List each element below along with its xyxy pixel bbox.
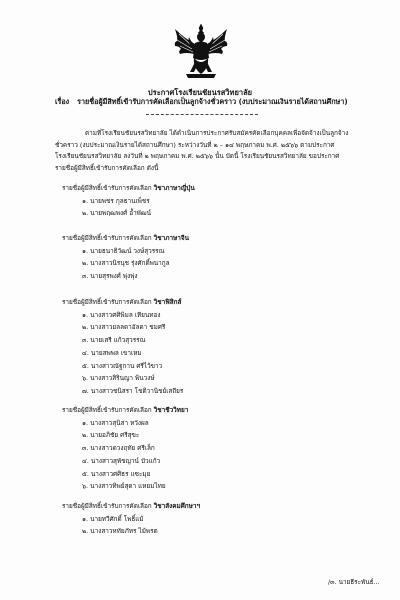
group-heading <box>62 500 200 513</box>
announcement-title: ประกาศโรงเรียนชัยนรสวิทยาลัย <box>147 88 253 97</box>
list-item: ๑. นางสาวสุนิสา หวังผล <box>82 418 149 427</box>
candidate-group-social-studies <box>62 500 200 538</box>
intro-line: รายชื่อผู้มีสิทธิ์เข้ารับการคัดเลือก ดังนี้ <box>55 163 159 172</box>
group-subject: วิชาชีววิทยา <box>153 406 189 414</box>
list-item: ๖. นางสาวสิรินญา พินวงษ์ <box>82 374 155 383</box>
group-heading <box>62 296 183 309</box>
list-item: ๒. นายพฤฒพงศ์ อ้ำพัฒน์ <box>82 209 152 218</box>
candidate-list <box>62 513 200 538</box>
list-item: ๔. นางสาวสุพัชญาน์ บัวแก้ว <box>82 456 161 465</box>
candidate-list <box>62 195 195 220</box>
group-subject: วิชาสังคมศึกษาฯ <box>153 502 201 510</box>
list-item: ๗. นางสาวชนิสรา โชติวานิชย์เสถียร <box>82 386 184 395</box>
list-item: ๒. นางสาวยลลดาอัลดา ชมศรี <box>82 323 166 332</box>
list-item: ๖. นางสาวทิพย์สุดา แหยมไทย <box>82 482 166 491</box>
list-item: ๕. นางสาวศศิธร แซะมุย <box>82 469 151 478</box>
candidate-list <box>62 417 188 493</box>
group-subject: วิชาภาษาจีน <box>153 234 189 242</box>
candidate-group-biology <box>62 404 188 493</box>
candidate-group-japanese <box>62 182 195 220</box>
group-heading-prefix: รายชื่อผู้มีสิทธิ์เข้ารับการคัดเลือก <box>62 184 152 192</box>
title-divider <box>146 114 258 115</box>
group-subject: วิชาฟิสิกส์ <box>153 298 182 306</box>
list-item: ๒. นายอภิชัย ศรีสุขะ <box>82 431 140 440</box>
list-item: ๑. นายธนาธิวัฒน์ วงษ์สุวรรณ <box>82 246 165 255</box>
group-heading <box>62 182 195 195</box>
group-heading-prefix: รายชื่อผู้มีสิทธิ์เข้ารับการคัดเลือก <box>62 502 152 510</box>
candidate-group-physics <box>62 296 183 398</box>
list-item: ๑. นายพชร กุลธานเพ็ชร <box>82 196 150 205</box>
group-heading <box>62 232 189 245</box>
list-item: ๕. นางสาวณัฐกาน ศรีไว้ขาว <box>82 361 163 370</box>
group-heading-prefix: รายชื่อผู้มีสิทธิ์เข้ารับการคัดเลือก <box>62 298 152 306</box>
intro-line: ชั่วคราว (งบประมาณเงินรายได้สถานศึกษา) ระหว่างวันที่ ๒ – ๑๔ พฤษภาคม พ.ศ. ๒๕๖๖ ตามประกาศ <box>55 140 335 149</box>
list-item: ๓. นายเสรี แก้วสุวรรณ <box>82 336 146 345</box>
continuation-note: /๓. นายธีระพันธ์... <box>328 578 380 586</box>
subject-line <box>55 97 348 108</box>
candidate-list <box>62 309 183 398</box>
group-heading-prefix: รายชื่อผู้มีสิทธิ์เข้ารับการคัดเลือก <box>62 406 152 414</box>
intro-line: โรงเรียนชัยนรสวิทยาลัย ลงวันที่ ๒ พฤษภาคม พ.ศ. ๒๕๖๖ นั้น บัดนี้ โรงเรียนชัยนรสวิทยาลัย ขอประกาศ <box>55 152 340 160</box>
intro-line: ตามที่โรงเรียนชัยนรสวิทยาลัย ได้ดำเนินการประกาศรับสมัครคัดเลือกบุคคลเพื่อจัดจ้างเป็นลูกจ้าง <box>85 129 349 137</box>
group-heading <box>62 404 188 417</box>
list-item: ๓. นางสาวดวงฤทัย ศรีเล็ก <box>82 444 155 453</box>
list-item: ๓. นายสุรพงศ์ พุ่งพุ่ง <box>82 272 138 281</box>
garuda-emblem-icon <box>172 22 230 82</box>
list-item: ๑. นางสาวศศิพิมล เทียนทอง <box>82 310 161 319</box>
group-heading-prefix: รายชื่อผู้มีสิทธิ์เข้ารับการคัดเลือก <box>62 234 152 242</box>
subject-label: เรื่อง <box>55 97 70 106</box>
list-item: ๒. นางสาวหทัยภัทร ไม้พรต <box>82 527 158 536</box>
subject-text: รายชื่อผู้มีสิทธิ์เข้ารับการคัดเลือกเป็นลูกจ้างชั่วคราว (งบประมาณเงินรายได้สถานศึกษา) <box>77 97 348 106</box>
group-subject: วิชาภาษาญี่ปุ่น <box>153 184 195 192</box>
list-item: ๑. นายทวีศักดิ์ โพธิ์แม้ <box>82 514 144 523</box>
intro-paragraph <box>55 128 367 174</box>
list-item: ๔. นายสพพล เขาเหม <box>82 348 142 357</box>
candidate-group-chinese <box>62 232 189 283</box>
candidate-list <box>62 245 189 283</box>
list-item: ๒. นางสาวนิรนุช รุ่งศักดิ์พนากูล <box>82 259 170 268</box>
